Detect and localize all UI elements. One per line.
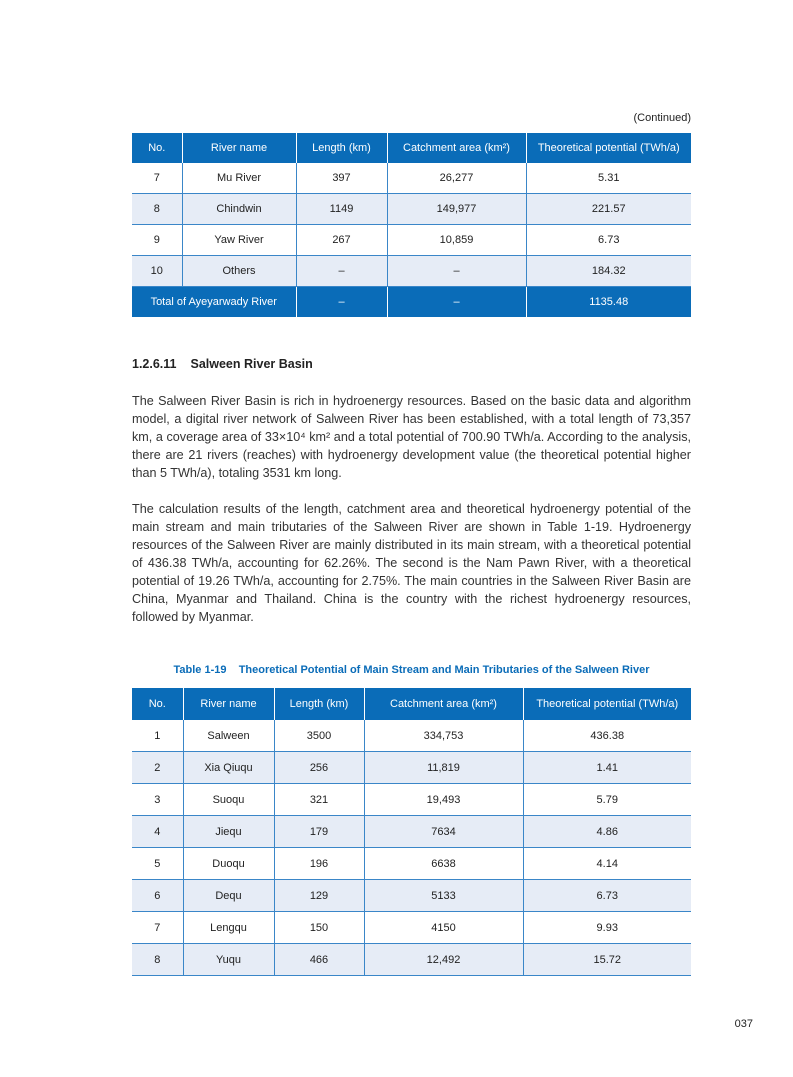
table-cell: 4150 (364, 912, 523, 944)
table-cell: Lengqu (183, 912, 274, 944)
table-cell: Suoqu (183, 784, 274, 816)
column-header: Catchment area (km²) (364, 688, 523, 720)
table-cell: 3500 (274, 720, 364, 752)
total-cell: – (387, 287, 526, 318)
table-cell: – (296, 256, 387, 287)
ayeyarwady-table-continued (132, 133, 691, 317)
table-row (132, 848, 691, 880)
table-cell: 221.57 (526, 194, 691, 225)
table-caption: Table 1-19 Theoretical Potential of Main Stream and Main Tributaries of the Salween River (173, 664, 650, 676)
column-header: Catchment area (km²) (387, 133, 526, 163)
table-cell: 26,277 (387, 163, 526, 194)
table-header-row (132, 133, 691, 163)
table-cell: 5.31 (526, 163, 691, 194)
section-title: Salween River Basin (190, 357, 313, 371)
table-cell: Salween (183, 720, 274, 752)
table-cell: – (387, 256, 526, 287)
table-cell: Jiequ (183, 816, 274, 848)
table-cell: 12,492 (364, 944, 523, 976)
table-cell: 150 (274, 912, 364, 944)
table-row (132, 752, 691, 784)
column-header: No. (132, 133, 182, 163)
table-cell: Others (182, 256, 296, 287)
section-heading (132, 357, 327, 371)
column-header: Theoretical potential (TWh/a) (526, 133, 691, 163)
table-cell: 4 (132, 816, 183, 848)
table-cell: 5133 (364, 880, 523, 912)
table-row (132, 194, 691, 225)
continued-label: (Continued) (633, 112, 691, 124)
table-cell: 267 (296, 225, 387, 256)
column-header: River name (183, 688, 274, 720)
table-cell: Dequ (183, 880, 274, 912)
table-cell: 3 (132, 784, 183, 816)
table-cell: 321 (274, 784, 364, 816)
table-cell: 1 (132, 720, 183, 752)
table-cell: 8 (132, 194, 182, 225)
table-row (132, 720, 691, 752)
total-cell: – (296, 287, 387, 318)
table-cell: 4.14 (523, 848, 691, 880)
table-cell: 196 (274, 848, 364, 880)
table-row (132, 816, 691, 848)
table-cell: 6 (132, 880, 183, 912)
table-row (132, 256, 691, 287)
table-row (132, 944, 691, 976)
table-row (132, 225, 691, 256)
table-cell: 334,753 (364, 720, 523, 752)
table-cell: 4.86 (523, 816, 691, 848)
table-row (132, 784, 691, 816)
table-cell: Duoqu (183, 848, 274, 880)
table-cell: 9.93 (523, 912, 691, 944)
table-cell: 129 (274, 880, 364, 912)
table-header-row (132, 688, 691, 720)
salween-table (132, 688, 691, 976)
table-cell: Xia Qiuqu (183, 752, 274, 784)
table-row (132, 163, 691, 194)
table-cell: 11,819 (364, 752, 523, 784)
paragraph: The Salween River Basin is rich in hydroenergy resources. Based on the basic data and algorithm model, a digital river network of Salween River has been established, with a total length of 73,357 km, a coverage area of 33×10⁴ km² and a total potential of 700.90 TWh/a. According to the analysis, there are 21 rivers (reaches) with hydroenergy development value (the theoretical potential higher than 5 TWh/a), totaling 3531 km long. (132, 394, 691, 480)
table-cell: Yaw River (182, 225, 296, 256)
table-cell: 9 (132, 225, 182, 256)
table-cell: 149,977 (387, 194, 526, 225)
table-cell: 10 (132, 256, 182, 287)
table-cell: 10,859 (387, 225, 526, 256)
table-cell: 5.79 (523, 784, 691, 816)
table-cell: Yuqu (183, 944, 274, 976)
column-header: Length (km) (274, 688, 364, 720)
table-cell: 179 (274, 816, 364, 848)
table-cell: 436.38 (523, 720, 691, 752)
table-cell: 6.73 (523, 880, 691, 912)
total-cell: Total of Ayeyarwady River (132, 287, 296, 318)
column-header: Theoretical potential (TWh/a) (523, 688, 691, 720)
table-cell: 397 (296, 163, 387, 194)
table-row (132, 880, 691, 912)
table-cell: 7 (132, 163, 182, 194)
table-cell: 1149 (296, 194, 387, 225)
total-cell: 1135.48 (526, 287, 691, 318)
total-row (132, 287, 691, 318)
table-cell: 7634 (364, 816, 523, 848)
table-row (132, 912, 691, 944)
section-number: 1.2.6.11 (132, 357, 177, 371)
table-cell: 15.72 (523, 944, 691, 976)
table-cell: 6638 (364, 848, 523, 880)
table-cell: 466 (274, 944, 364, 976)
table-cell: 184.32 (526, 256, 691, 287)
table-cell: 6.73 (526, 225, 691, 256)
column-header: Length (km) (296, 133, 387, 163)
table-cell: 1.41 (523, 752, 691, 784)
paragraph: The calculation results of the length, catchment area and theoretical hydroenergy potential of the main stream and main tributaries of the Salween River are shown in Table 1-19. Hydroenergy resources of the Salween River are mainly distributed in its main stream, with a theoretical potential of 436.38 TWh/a, accounting for 62.26%. The second is the Nam Pawn River, with a theoretical potential of 19.26 TWh/a, accounting for 2.75%. The main countries in the Salween River Basin are China, Myanmar and Thailand. China is the country with the richest hydroenergy resources, followed by Myanmar. (132, 502, 691, 624)
table-cell: 19,493 (364, 784, 523, 816)
column-header: River name (182, 133, 296, 163)
page-number: 037 (734, 1018, 753, 1030)
table-cell: 256 (274, 752, 364, 784)
table-cell: 5 (132, 848, 183, 880)
table-cell: Mu River (182, 163, 296, 194)
table-cell: 2 (132, 752, 183, 784)
table-cell: 7 (132, 912, 183, 944)
table-cell: Chindwin (182, 194, 296, 225)
table-cell: 8 (132, 944, 183, 976)
column-header: No. (132, 688, 183, 720)
